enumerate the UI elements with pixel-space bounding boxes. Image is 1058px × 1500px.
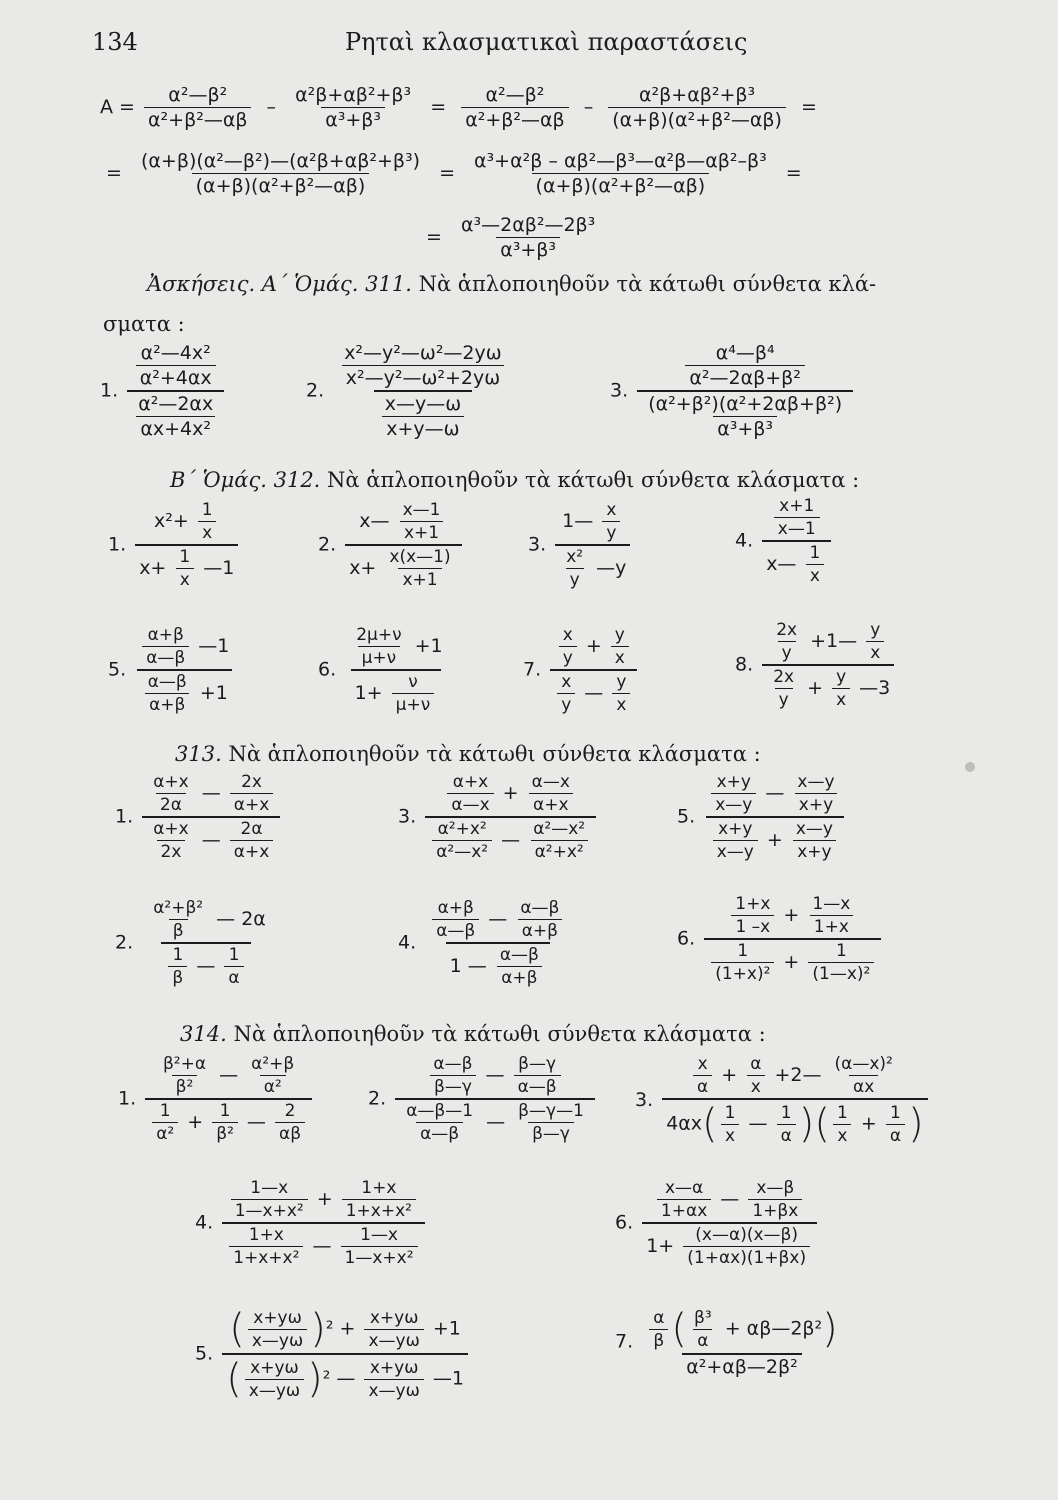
page-number: 134 <box>92 28 138 56</box>
group-314-heading: 314. Νὰ ἁπλοποιηθοῦν τὰ κάτωθι σύνθετα κλάσματα : <box>180 1022 766 1046</box>
example-line-2: = $\frac{\text{(α+β)(α²—β²)—(α²β+αβ²+β³)}}{\text{(α+β)(α²+β²—αβ)}}$ = $\frac{\text{α³+α²β – αβ²—β³—α²β—αβ²–β³}}{\text{(α+β)(α²+β²—αβ)}}$ = <box>106 150 802 197</box>
compound-fraction: $\frac{\frac{\text{α⁴—β⁴}}{\text{α²—2αβ+β²}}}{\frac{\text{(α²+β²)(α²+2αβ+β²)}}{\text{α³+β³}}}$ <box>637 342 853 440</box>
exercise-314-1: 1. $\frac{\text{β²+α}}{\text{β²}}$ — $\frac{\text{α²+β}}{\text{α²}}$ $\frac{1}{\text{α²}}$ + $\frac{1}{\text{β²}}$ — $\frac{2}{\alpha\beta}$ <box>118 1054 315 1144</box>
exercise-314-2: 2. $\frac{\alpha—\beta}{\beta—\gamma}$ — $\frac{\beta—\gamma}{\alpha—\beta}$ $\frac{\alpha—\beta—1}{\alpha—\beta}$ — $\frac{\beta—\gamma—1}{\beta—\gamma}$ <box>368 1054 598 1144</box>
exercise-313-4: 4. $\frac{\alpha+\beta}{\alpha—\beta}$ — $\frac{\alpha—\beta}{\alpha+\beta}$ 1 — $\frac{\alpha—\beta}{\alpha+\beta}$ <box>398 898 573 988</box>
exercise-313-2: 2. $\frac{\text{α²+β²}}{\beta}$ — 2α $\frac{1}{\beta}$ — $\frac{1}{\alpha}$ <box>115 898 266 988</box>
compound-fraction: $\frac{\frac{\text{x²—y²—ω²—2yω}}{\text{x²—y²—ω²+2yω}}}{\frac{x—y—\omega}{x+y—\omega}}$ <box>333 342 513 440</box>
exercise-313-6: 6. $\frac{1+x}{1 -x}$ + $\frac{1—x}{1+x}$ $\frac{1}{\text{(1+x)²}}$ + $\frac{1}{\text{(1—x)²}}$ <box>677 894 884 984</box>
exercise-313-3: 3. $\frac{\alpha+x}{\alpha—x}$ + $\frac{\alpha—x}{\alpha+x}$ $\frac{\text{α²+x²}}{\text{α²—x²}}$ — $\frac{\text{α²—x²}}{\text{α²+x²}}$ <box>398 772 599 862</box>
fraction: $\frac{\text{α³—2αβ²—2β³}}{\text{α³+β³}}$ <box>460 214 596 261</box>
group-313-heading: 313. Νὰ ἁπλοποιηθοῦν τὰ κάτωθι σύνθετα κλάσματα : <box>175 742 761 766</box>
print-blemish <box>965 762 975 772</box>
exercise-312-8: 8. $\frac{2x}{y}$ +1— $\frac{y}{x}$ $\frac{2x}{y}$ + $\frac{y}{x}$ —3 <box>735 620 897 710</box>
fraction: $\frac{\text{α²β+αβ²+β³}}{\text{(α+β)(α²+β²—αβ)}}$ <box>608 84 786 131</box>
exercise-312-5: 5. $\frac{\alpha+\beta}{\alpha—\beta}$ —1 $\frac{\alpha—\beta}{\alpha+\beta}$ +1 <box>108 625 236 715</box>
exercise-312-1: 1. x²+ $\frac{1}{x}$ x+ $\frac{1}{x}$ —1 <box>108 500 241 590</box>
fraction: $\frac{\text{α²β+αβ²+β³}}{\text{α³+β³}}$ <box>295 84 412 131</box>
exercise-313-1: 1. $\frac{\alpha+x}{2\alpha}$ — $\frac{2x}{\alpha+x}$ $\frac{\alpha+x}{2x}$ — $\frac{2\alpha}{\alpha+x}$ <box>115 772 283 862</box>
exercise-311-2: 2. $\frac{\frac{\text{x²—y²—ω²—2yω}}{\text{x²—y²—ω²+2yω}}}{\frac{x—y—\omega}{x+y—\omega}}$ <box>306 342 516 440</box>
exercise-314-7: 7. $\frac{\alpha}{\beta}$ ( $\frac{\text{β³}}{\alpha}$ + αβ—2β²) α²+αβ—2β² <box>615 1306 838 1378</box>
page-title: Ρηταὶ κλασματικαὶ παραστάσεις <box>345 28 748 56</box>
exercises-intro: Ἀσκήσεις. Α΄ Ὁμάς. 311. Νὰ ἁπλοποιηθοῦν τὰ κάτωθι σύνθετα κλά- <box>147 272 877 296</box>
exercise-312-2: 2. x— $\frac{x—1}{x+1}$ x+ $\frac{x(x—1)}{x+1}$ <box>318 500 465 590</box>
group-312-heading: Β΄ Ὁμάς. 312. Νὰ ἁπλοποιηθοῦν τὰ κάτωθι σύνθετα κλάσματα : <box>170 468 860 492</box>
exercise-314-3: 3. $\frac{x}{\alpha}$ + $\frac{\alpha}{x}$ +2— $\frac{\text{(α—x)²}}{\alpha x}$ 4αx( $\frac{1}{x}$ — $\frac{1}{\alpha}$ )( $\frac{1}{x}$ + $\frac{1}{\alpha}$ ) <box>635 1054 931 1147</box>
exercise-314-6: 6. $\frac{x—\alpha}{1+\alpha x}$ — $\frac{x—\beta}{1+\beta x}$ 1+ $\frac{(x—\alpha)(x—\beta)}{(1+\alpha x)(1+\beta x)}$ <box>615 1178 820 1268</box>
fraction: $\frac{\text{α³+α²β – αβ²—β³—α²β—αβ²–β³}}{\text{(α+β)(α²+β²—αβ)}}$ <box>474 150 767 197</box>
exercise-314-5: 5. ( $\frac{x+y\omega}{x—y\omega}$ )² + $\frac{x+y\omega}{x—y\omega}$ +1 ( $\frac{x+y\omega}{x—y\omega}$ )² — $\frac{x+y\omega}{x—y\omega}$ —1 <box>195 1306 471 1402</box>
fraction: $\frac{\text{(α+β)(α²—β²)—(α²β+αβ²+β³)}}{\text{(α+β)(α²+β²—αβ)}}$ <box>140 150 421 197</box>
exercises-intro-cont: σματα : <box>103 312 185 336</box>
fraction: $\frac{\text{α²—β²}}{\text{α²+β²—αβ}}$ <box>144 84 251 131</box>
exercise-312-4: 4. $\frac{x+1}{x—1}$ x— $\frac{1}{x}$ <box>735 496 834 586</box>
exercise-312-7: 7. $\frac{x}{y}$ + $\frac{y}{x}$ $\frac{x}{y}$ — $\frac{y}{x}$ <box>523 625 640 715</box>
exercise-314-4: 4. $\frac{1—x}{\text{1—x+x²}}$ + $\frac{1+x}{\text{1+x+x²}}$ $\frac{1+x}{\text{1+x+x²}}$ — $\frac{1—x}{\text{1—x+x²}}$ <box>195 1178 428 1268</box>
fraction: $\frac{\text{α²—β²}}{\text{α²+β²—αβ}}$ <box>461 84 568 131</box>
exercise-312-3: 3. 1— $\frac{x}{y}$ $\frac{\text{x²}}{y}$ —y <box>528 500 633 590</box>
compound-fraction: $\frac{\frac{\text{α²—4x²}}{\text{α²+4αx}}}{\frac{\text{α²—2αx}}{\text{αx+4x²}}}$ <box>127 342 224 440</box>
example-label: Α = <box>100 96 135 118</box>
exercise-312-6: 6. $\frac{2\mu+\nu}{\mu+\nu}$ +1 1+ $\frac{\nu}{\mu+\nu}$ <box>318 625 443 715</box>
example-line-1: Α = $\frac{\text{α²—β²}}{\text{α²+β²—αβ}}$ – $\frac{\text{α²β+αβ²+β³}}{\text{α³+β³}}$ = $\frac{\text{α²—β²}}{\text{α²+β²—αβ}}$ – $\frac{\text{α²β+αβ²+β³}}{\text{(α+β)(α²+β²—αβ)}}$ = <box>100 84 817 131</box>
exercise-311-1: 1. $\frac{\frac{\text{α²—4x²}}{\text{α²+4αx}}}{\frac{\text{α²—2αx}}{\text{αx+4x²}}}$ <box>100 342 227 440</box>
exercise-311-3: 3. $\frac{\frac{\text{α⁴—β⁴}}{\text{α²—2αβ+β²}}}{\frac{\text{(α²+β²)(α²+2αβ+β²)}}{\text{α³+β³}}}$ <box>610 342 856 440</box>
exercise-313-5: 5. $\frac{x+y}{x—y}$ — $\frac{x—y}{x+y}$ $\frac{x+y}{x—y}$ + $\frac{x—y}{x+y}$ <box>677 772 849 862</box>
example-line-3: = $\frac{\text{α³—2αβ²—2β³}}{\text{α³+β³}}$ <box>420 214 602 261</box>
